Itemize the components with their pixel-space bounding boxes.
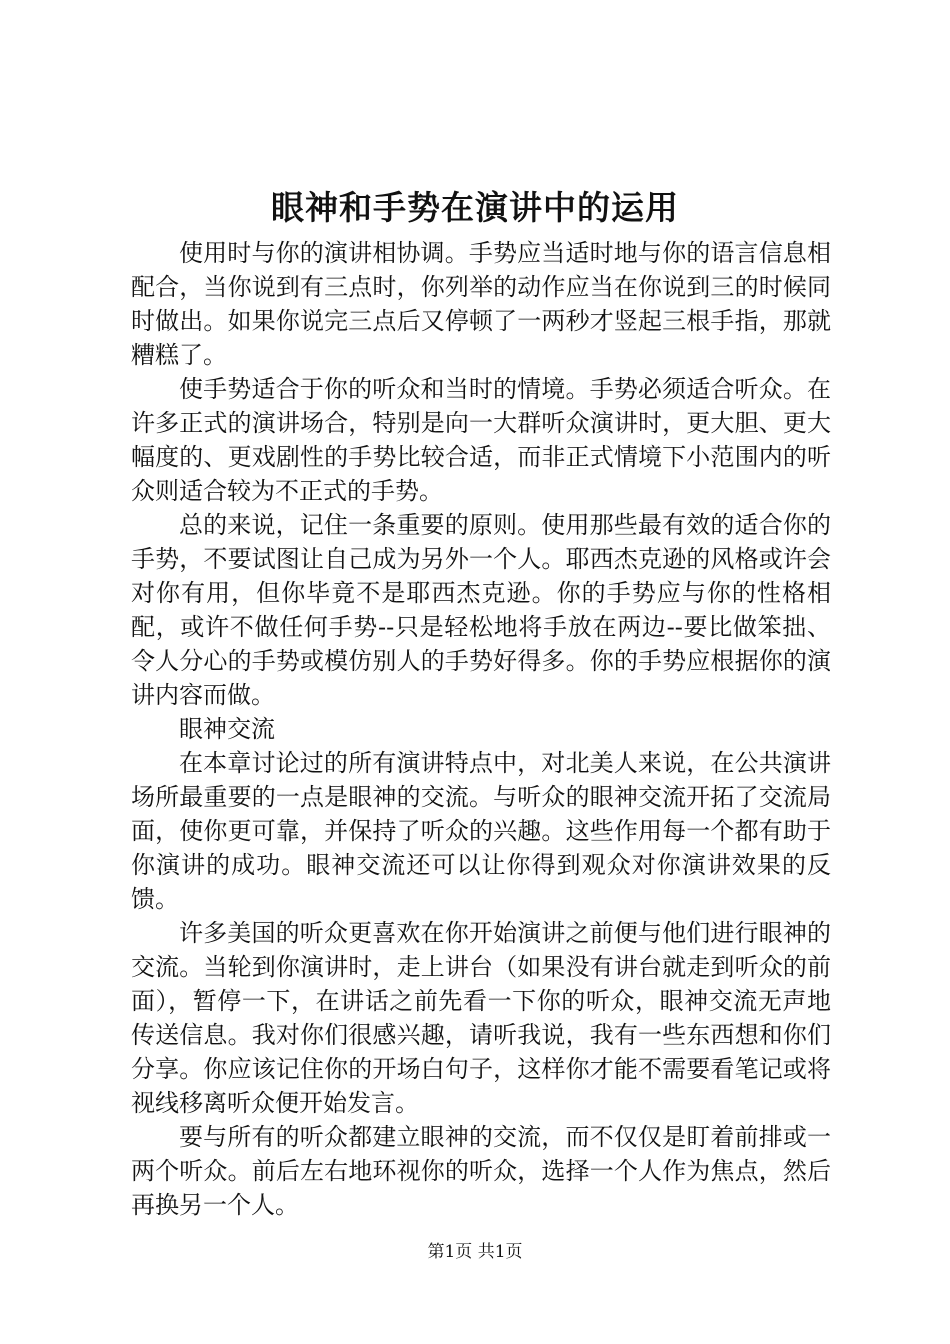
paragraph: 总的来说，记住一条重要的原则。使用那些最有效的适合你的手势，不要试图让自己成为另外一个人。耶西杰克逊的风格或许会对你有用，但你毕竟不是耶西杰克逊。你的手势应与你的性格相配，或许不做任何手势--只是轻松地将手放在两边--要比做笨拙、令人分心的手势或模仿别人的手势好得多。你的手势应根据你的演讲内容而做。 [131, 511, 831, 709]
document-body [131, 236, 831, 1222]
paragraph: 许多美国的听众更喜欢在你开始演讲之前便与他们进行眼神的交流。当轮到你演讲时，走上讲台（如果没有讲台就走到听众的前面），暂停一下，在讲话之前先看一下你的听众，眼神交流无声地传送信息。我对你们很感兴趣，请听我说，我有一些东西想和你们分享。你应该记住你的开场白句子，这样你才能不需要看笔记或将视线移离听众便开始发言。 [131, 919, 831, 1117]
paragraph: 在本章讨论过的所有演讲特点中，对北美人来说，在公共演讲场所最重要的一点是眼神的交流。与听众的眼神交流开拓了交流局面，使你更可靠，并保持了听众的兴趣。这些作用每一个都有助于你演讲的成功。眼神交流还可以让你得到观众对你演讲效果的反馈。 [131, 749, 831, 913]
paragraph: 要与所有的听众都建立眼神的交流，而不仅仅是盯着前排或一两个听众。前后左右地环视你的听众，选择一个人作为焦点，然后再换另一个人。 [131, 1123, 831, 1219]
page-footer: 第1页 共1页 [427, 1242, 523, 1262]
paragraph: 使手势适合于你的听众和当时的情境。手势必须适合听众。在许多正式的演讲场合，特别是向一大群听众演讲时，更大胆、更大幅度的、更戏剧性的手势比较合适，而非正式情境下小范围内的听众则适合较为不正式的手势。 [131, 375, 831, 505]
document-title: 眼神和手势在演讲中的运用 [271, 188, 679, 227]
section-heading: 眼神交流 [179, 715, 275, 743]
paragraph: 使用时与你的演讲相协调。手势应当适时地与你的语言信息相配合，当你说到有三点时，你列举的动作应当在你说到三的时候同时做出。如果你说完三点后又停顿了一两秒才竖起三根手指，那就糟糕了。 [131, 239, 831, 369]
